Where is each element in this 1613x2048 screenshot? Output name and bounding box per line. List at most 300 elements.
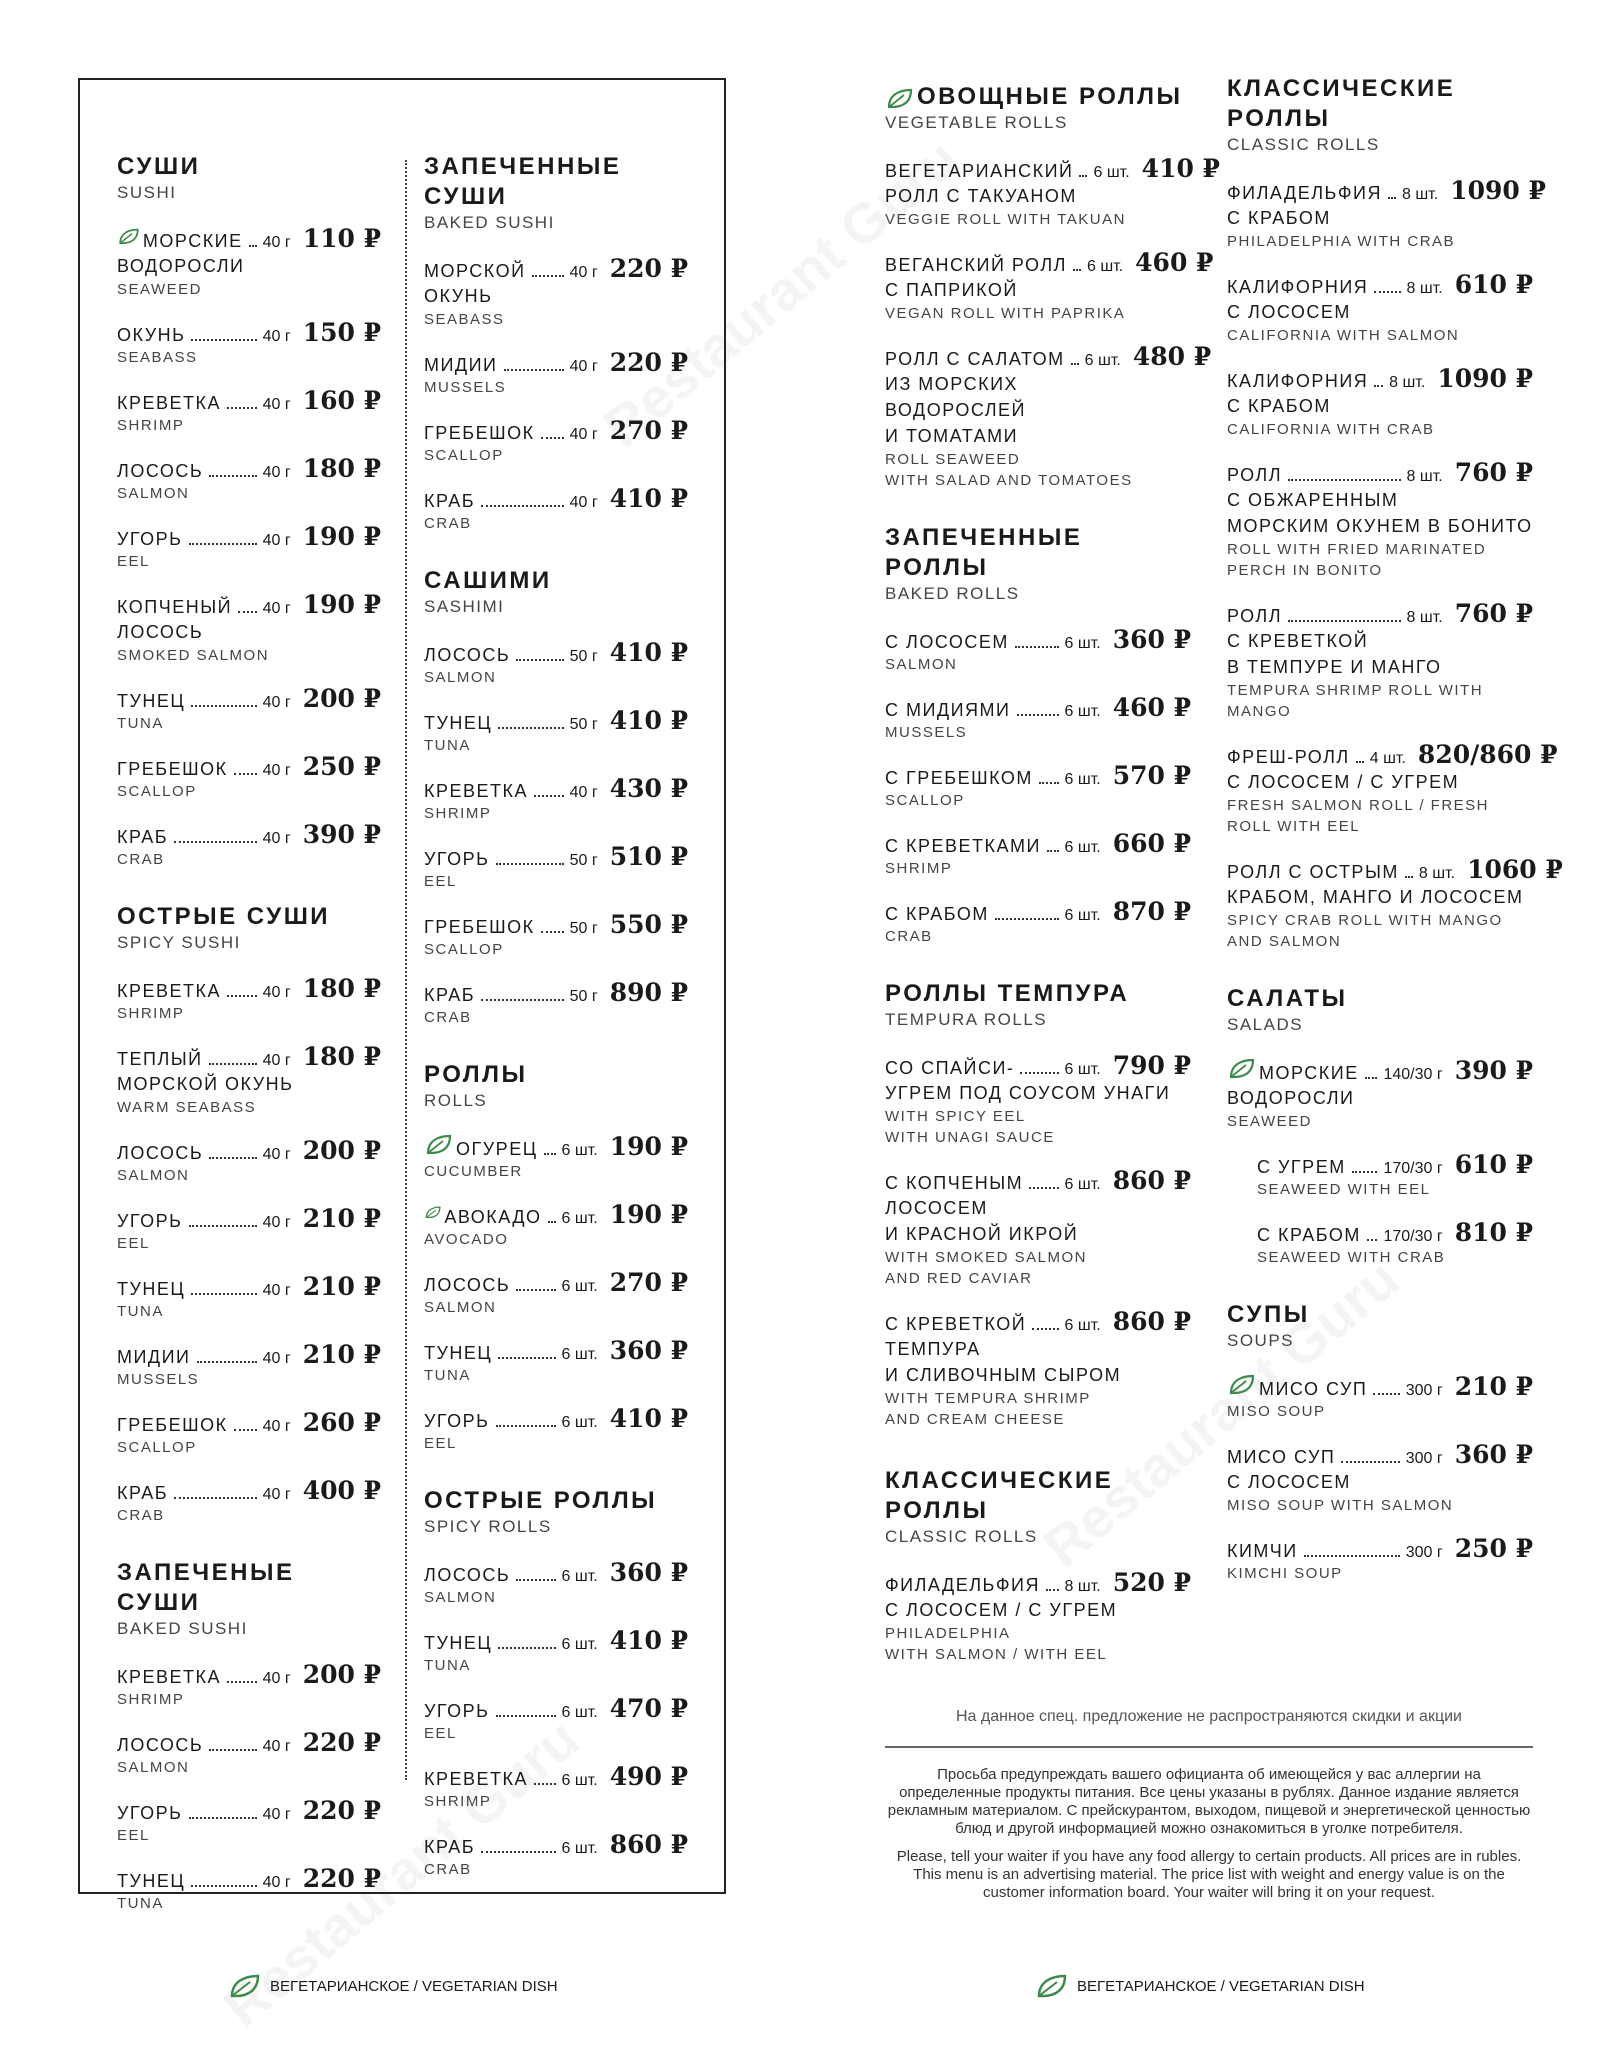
item-english-name: SCALLOP <box>117 783 197 800</box>
menu-item <box>424 1404 688 1454</box>
item-name: УГОРЬ <box>424 849 490 869</box>
item-name: РОЛЛ С ОСТРЫМ <box>1227 862 1399 882</box>
menu-column-1 <box>117 152 381 1946</box>
item-english-name: PHILADELPHIA <box>885 1625 1011 1642</box>
item-english-name: CALIFORNIA WITH CRAB <box>1227 421 1435 438</box>
section-title <box>885 82 1191 112</box>
item-price: 460 ₽ <box>1112 693 1191 722</box>
item-name: ЛОСОСЬ <box>117 1143 204 1163</box>
item-price: 890 ₽ <box>609 978 688 1007</box>
item-english-name: WARM SEABASS <box>117 1099 257 1116</box>
item-quantity: 6 шт. <box>1093 164 1130 181</box>
item-price: 250 ₽ <box>302 752 381 781</box>
item-quantity: 6 шт. <box>1064 907 1101 924</box>
item-name: ЛОСОСЬ <box>117 461 204 481</box>
menu-item <box>885 761 1191 811</box>
item-price: 430 ₽ <box>609 774 688 803</box>
item-name: МИСО СУП <box>1259 1379 1368 1399</box>
item-quantity: 300 г <box>1405 1544 1443 1561</box>
section-subtitle: SUSHI <box>117 183 177 202</box>
menu-item <box>885 1051 1191 1148</box>
item-quantity: 50 г <box>569 716 598 733</box>
item-name: С КРАБОМ <box>885 904 989 924</box>
menu-item-row <box>885 342 1212 371</box>
menu-section <box>424 1060 688 1454</box>
item-name: ТЕПЛЫЙ <box>117 1049 203 1069</box>
item-name: ВЕГАНСКИЙ РОЛЛ <box>885 255 1067 275</box>
section-subtitle: CLASSIC ROLLS <box>885 1527 1038 1546</box>
item-english-name: MUSSELS <box>424 379 507 396</box>
item-english-name: CUCUMBER <box>424 1163 523 1180</box>
menu-item-row <box>424 416 688 445</box>
item-name-continued: МОРСКОЙ ОКУНЬ <box>117 1074 294 1094</box>
menu-item <box>1227 740 1558 837</box>
section-title <box>1227 984 1533 1014</box>
menu-item-row <box>117 590 381 619</box>
item-english-name: SALMON <box>424 1299 497 1316</box>
menu-item-row <box>424 706 688 735</box>
item-name: МОРСКОЙ <box>424 261 526 281</box>
item-name: ВЕГЕТАРИАНСКИЙ <box>885 161 1074 181</box>
menu-item <box>424 842 688 892</box>
menu-item <box>1227 599 1533 722</box>
item-quantity: 8 шт. <box>1418 865 1456 882</box>
item-english-name: CALIFORNIA WITH SALMON <box>1227 327 1460 344</box>
section-title <box>1227 74 1533 134</box>
item-quantity: 40 г <box>262 1350 291 1367</box>
item-quantity: 40 г <box>262 830 291 847</box>
menu-item-row <box>885 1568 1191 1597</box>
item-price: 360 ₽ <box>609 1558 688 1587</box>
item-name: КАЛИФОРНИЯ <box>1227 371 1369 391</box>
menu-item <box>117 454 381 504</box>
item-name: КРЕВЕТКА <box>117 393 221 413</box>
item-quantity: 8 шт. <box>1389 374 1426 391</box>
section-subtitle: SASHIMI <box>424 597 505 616</box>
menu-item <box>117 522 381 572</box>
dot-leader <box>1079 175 1087 177</box>
menu-item <box>117 386 381 436</box>
dot-leader <box>234 1429 257 1431</box>
menu-item <box>117 1728 381 1778</box>
section-subtitle: CLASSIC ROLLS <box>1227 135 1380 154</box>
item-price: 220 ₽ <box>302 1728 381 1757</box>
item-price: 200 ₽ <box>302 1660 381 1689</box>
dot-leader <box>1015 646 1059 648</box>
item-name-continued: С ЛОСОСЕМ / С УГРЕМ <box>1227 772 1460 792</box>
menu-item <box>424 1694 688 1744</box>
section-title <box>885 1466 1191 1526</box>
item-quantity: 300 г <box>1405 1450 1443 1467</box>
item-english-name: SCALLOP <box>117 1439 197 1456</box>
dot-leader <box>1039 782 1059 784</box>
menu-column-2 <box>424 152 688 1912</box>
item-price: 180 ₽ <box>302 974 381 1003</box>
menu-item-row <box>117 1136 381 1165</box>
menu-item-row <box>885 761 1191 790</box>
menu-column-4 <box>1227 74 1563 1616</box>
dot-leader <box>249 245 257 247</box>
item-name: С КРЕВЕТКОЙ <box>885 1314 1027 1334</box>
item-name: КРЕВЕТКА <box>117 1667 221 1687</box>
menu-item-row <box>424 638 688 667</box>
menu-item-row <box>1227 1440 1533 1469</box>
menu-item-row <box>424 1404 688 1433</box>
menu-item <box>424 1830 688 1880</box>
item-name: ЛОСОСЬ <box>424 1275 511 1295</box>
menu-item-row <box>424 1762 688 1791</box>
item-name: КОПЧЕНЫЙ <box>117 597 233 617</box>
item-price: 200 ₽ <box>302 684 381 713</box>
item-name: ФИЛАДЕЛЬФИЯ <box>885 1575 1040 1595</box>
dot-leader <box>191 339 256 341</box>
item-english-name: PERCH IN BONITO <box>1227 562 1383 579</box>
item-price: 790 ₽ <box>1112 1051 1191 1080</box>
item-english-name: TUNA <box>117 715 164 732</box>
menu-item <box>117 590 381 666</box>
menu-item-row <box>117 684 381 713</box>
item-name: СО СПАЙСИ- <box>885 1058 1015 1078</box>
dot-leader <box>174 841 257 843</box>
item-name: ГРЕБЕШОК <box>424 423 535 443</box>
menu-item <box>117 1340 381 1390</box>
item-name: КАЛИФОРНИЯ <box>1227 277 1369 297</box>
menu-item-row <box>117 1340 381 1369</box>
item-quantity: 170/30 г <box>1383 1160 1443 1177</box>
dot-leader <box>209 1157 256 1159</box>
item-quantity: 40 г <box>262 1146 291 1163</box>
item-name: ЛОСОСЬ <box>117 1735 204 1755</box>
item-quantity: 40 г <box>262 464 291 481</box>
item-price: 570 ₽ <box>1112 761 1191 790</box>
section-title <box>117 902 381 932</box>
item-quantity: 40 г <box>262 532 291 549</box>
dot-leader <box>496 1425 556 1427</box>
item-english-name: SCALLOP <box>424 941 504 958</box>
item-english-name: SEABASS <box>117 349 198 366</box>
item-name: С МИДИЯМИ <box>885 700 1011 720</box>
item-english-name: TUNA <box>424 1367 471 1384</box>
menu-item-row <box>117 974 381 1003</box>
menu-item-row <box>885 154 1220 183</box>
item-name-continued: С КРЕВЕТКОЙ <box>1227 631 1369 651</box>
dot-leader <box>227 995 257 997</box>
item-price: 190 ₽ <box>302 522 381 551</box>
section-subtitle: ROLLS <box>424 1091 488 1110</box>
item-english-name: CRAB <box>424 515 472 532</box>
menu-item <box>424 1626 688 1676</box>
legend-label: ВЕГЕТАРИАНСКОЕ / VEGETARIAN DISH <box>270 1977 558 1995</box>
item-english-name: TUNA <box>117 1895 164 1912</box>
item-price: 400 ₽ <box>302 1476 381 1505</box>
item-name-continued: С ЛОСОСЕМ <box>1227 1472 1351 1492</box>
menu-item <box>117 224 381 300</box>
section-title <box>424 566 688 596</box>
menu-item-row <box>117 1864 381 1893</box>
section-title-text: ОСТРЫЕ РОЛЛЫ <box>424 1487 658 1514</box>
item-english-name: SALMON <box>885 656 958 673</box>
item-english-name: WITH SALMON / WITH EEL <box>885 1646 1108 1663</box>
menu-item <box>117 1408 381 1458</box>
menu-item-row <box>885 1307 1191 1336</box>
item-name: ТУНЕЦ <box>117 1279 186 1299</box>
section-title-text: ЗАПЕЧЕНЫЕ СУШИ <box>117 1559 295 1616</box>
item-price: 410 ₽ <box>609 706 688 735</box>
item-quantity: 6 шт. <box>1086 258 1124 275</box>
item-price: 470 ₽ <box>609 1694 688 1723</box>
item-quantity: 8 шт. <box>1406 280 1443 297</box>
menu-item-row <box>1227 1534 1533 1563</box>
menu-item <box>885 625 1191 675</box>
item-name: С ГРЕБЕШКОМ <box>885 768 1033 788</box>
item-name: С ЛОСОСЕМ <box>885 632 1009 652</box>
dot-leader <box>498 727 563 729</box>
section-title-text: ОВОЩНЫЕ РОЛЛЫ <box>917 83 1183 110</box>
vegetarian-legend <box>228 1972 558 2000</box>
section-subtitle: BAKED SUSHI <box>424 213 555 232</box>
item-quantity: 8 шт. <box>1401 186 1439 203</box>
menu-item-row <box>1227 599 1533 628</box>
item-quantity: 40 г <box>262 1282 291 1299</box>
leaf-icon <box>885 87 915 109</box>
item-english-name: TUNA <box>117 1303 164 1320</box>
item-name-continued: С КРАБОМ <box>1227 396 1331 416</box>
menu-item-row <box>424 348 688 377</box>
item-english-name: MUSSELS <box>117 1371 200 1388</box>
item-name-continued: В ТЕМПУРЕ И МАНГО <box>1227 657 1442 677</box>
menu-item <box>1227 364 1533 440</box>
section-subtitle: BAKED SUSHI <box>117 1619 248 1638</box>
item-price: 190 ₽ <box>609 1132 688 1161</box>
item-english-name: VEGAN ROLL WITH PAPRIKA <box>885 305 1126 322</box>
item-english-name: SHRIMP <box>424 1793 492 1810</box>
item-quantity: 6 шт. <box>561 1210 598 1227</box>
section-subtitle: SPICY ROLLS <box>424 1517 552 1536</box>
menu-item <box>117 974 381 1024</box>
menu-item-row <box>1227 364 1533 393</box>
menu-item <box>885 1307 1191 1430</box>
menu-item-row <box>117 454 381 483</box>
leaf-icon <box>424 1201 442 1223</box>
item-price: 410 ₽ <box>609 1404 688 1433</box>
menu-item-row <box>117 1204 381 1233</box>
item-name-continued: ИЗ МОРСКИХ <box>885 374 1019 394</box>
dot-leader <box>174 1497 257 1499</box>
item-price: 550 ₽ <box>609 910 688 939</box>
legend-label: ВЕГЕТАРИАНСКОЕ / VEGETARIAN DISH <box>1077 1977 1365 1995</box>
item-english-name: EEL <box>117 553 150 570</box>
item-english-name: SALMON <box>117 485 190 502</box>
menu-section <box>885 979 1191 1430</box>
item-name-continued: И КРАСНОЙ ИКРОЙ <box>885 1224 1079 1244</box>
menu-item-row <box>1257 1150 1533 1179</box>
item-price: 510 ₽ <box>609 842 688 871</box>
menu-item <box>117 1660 381 1710</box>
item-english-name: SCALLOP <box>885 792 965 809</box>
menu-item-row <box>424 1694 688 1723</box>
item-quantity: 6 шт. <box>561 1278 598 1295</box>
dot-leader <box>481 505 564 507</box>
item-english-name: SEAWEED <box>117 281 202 298</box>
dot-leader <box>532 275 564 277</box>
dot-leader <box>498 1357 555 1359</box>
dot-leader <box>504 369 564 371</box>
item-price: 210 ₽ <box>1454 1372 1533 1401</box>
item-quantity: 6 шт. <box>561 1772 598 1789</box>
item-english-name: ROLL WITH EEL <box>1227 818 1361 835</box>
dot-leader <box>496 863 564 865</box>
item-name: МИДИИ <box>117 1347 191 1367</box>
menu-item <box>424 348 688 398</box>
menu-section <box>1227 74 1563 952</box>
menu-item-row <box>424 978 688 1007</box>
dot-leader <box>541 437 564 439</box>
item-price: 490 ₽ <box>609 1762 688 1791</box>
item-price: 1060 ₽ <box>1467 855 1563 884</box>
item-name: РОЛЛ <box>1227 465 1283 485</box>
item-english-name: WITH SALAD AND TOMATOES <box>885 472 1133 489</box>
item-price: 820/860 ₽ <box>1417 740 1558 769</box>
item-english-name: SHRIMP <box>117 417 185 434</box>
dot-leader <box>1356 761 1364 763</box>
item-price: 610 ₽ <box>1454 270 1533 299</box>
item-quantity: 40 г <box>569 426 598 443</box>
item-price: 210 ₽ <box>302 1204 381 1233</box>
menu-item <box>1227 1150 1533 1200</box>
item-quantity: 40 г <box>262 234 291 251</box>
item-quantity: 50 г <box>569 852 598 869</box>
item-english-name: TUNA <box>424 737 471 754</box>
item-price: 220 ₽ <box>302 1796 381 1825</box>
item-price: 610 ₽ <box>1454 1150 1533 1179</box>
item-name-continued: С КРАБОМ <box>1227 208 1331 228</box>
item-quantity: 40 г <box>569 358 598 375</box>
item-name: ГРЕБЕШОК <box>424 917 535 937</box>
item-quantity: 40 г <box>262 1418 291 1435</box>
item-quantity: 40 г <box>262 1874 291 1891</box>
menu-item <box>424 1336 688 1386</box>
dot-leader <box>189 1817 257 1819</box>
item-quantity: 6 шт. <box>561 1636 598 1653</box>
promo-note: На данное спец. предложение не распространяются скидки и акции <box>955 1708 1462 1725</box>
item-name-continued: С ПАПРИКОЙ <box>885 280 1018 300</box>
item-price: 1090 ₽ <box>1450 176 1546 205</box>
item-name: КИМЧИ <box>1227 1541 1298 1561</box>
item-quantity: 40 г <box>569 784 598 801</box>
item-price: 180 ₽ <box>302 1042 381 1071</box>
menu-section <box>117 1558 381 1914</box>
menu-item <box>424 774 688 824</box>
item-english-name: ROLL SEAWEED <box>885 451 1021 468</box>
item-english-name: SHRIMP <box>424 805 492 822</box>
section-title-text: КЛАССИЧЕСКИЕ РОЛЛЫ <box>1227 75 1456 132</box>
menu-item-row <box>885 1051 1191 1080</box>
item-quantity: 300 г <box>1405 1382 1443 1399</box>
item-quantity: 40 г <box>262 762 291 779</box>
item-name: ФИЛАДЕЛЬФИЯ <box>1227 183 1382 203</box>
menu-item <box>117 1864 381 1914</box>
dot-leader <box>1388 197 1396 199</box>
dot-leader <box>1405 876 1413 878</box>
dot-leader <box>534 1783 556 1785</box>
item-english-name: SEAWEED WITH CRAB <box>1257 1249 1446 1266</box>
dot-leader <box>209 475 256 477</box>
menu-item <box>1227 1440 1533 1516</box>
item-name: ОГУРЕЦ <box>456 1139 538 1159</box>
item-name: ЛОСОСЬ <box>424 1565 511 1585</box>
item-price: 410 ₽ <box>609 484 688 513</box>
item-quantity: 40 г <box>262 1214 291 1231</box>
item-quantity: 40 г <box>262 1052 291 1069</box>
item-english-name: MISO SOUP WITH SALMON <box>1227 1497 1454 1514</box>
menu-item <box>885 897 1191 947</box>
menu-item <box>1227 458 1533 581</box>
dot-leader <box>227 407 257 409</box>
menu-item <box>1227 1372 1533 1422</box>
item-quantity: 170/30 г <box>1383 1228 1443 1245</box>
menu-item-row <box>1227 176 1546 205</box>
item-price: 810 ₽ <box>1454 1218 1533 1247</box>
menu-item <box>424 1200 688 1250</box>
item-quantity: 40 г <box>262 328 291 345</box>
dot-leader <box>1352 1171 1378 1173</box>
item-english-name: SEAWEED WITH EEL <box>1257 1181 1431 1198</box>
menu-item <box>117 1136 381 1186</box>
menu-item <box>885 1568 1191 1665</box>
item-english-name: PHILADELPHIA WITH CRAB <box>1227 233 1456 250</box>
item-quantity: 40 г <box>262 1670 291 1687</box>
item-name-continued: С ЛОСОСЕМ <box>1227 302 1351 322</box>
section-subtitle: SALADS <box>1227 1015 1304 1034</box>
dot-leader <box>197 1361 257 1363</box>
item-price: 210 ₽ <box>302 1272 381 1301</box>
item-english-name: MANGO <box>1227 703 1292 720</box>
item-name-continued: ВОДОРОСЛИ <box>117 256 245 276</box>
item-english-name: WITH UNAGI SAUCE <box>885 1129 1055 1146</box>
item-name: С КРАБОМ <box>1257 1225 1361 1245</box>
menu-item <box>424 1132 688 1182</box>
menu-item-row <box>117 1476 381 1505</box>
item-english-name: VEGGIE ROLL WITH TAKUAN <box>885 211 1126 228</box>
menu-section <box>117 152 381 870</box>
item-price: 250 ₽ <box>1454 1534 1533 1563</box>
item-quantity: 6 шт. <box>561 1568 598 1585</box>
item-quantity: 8 шт. <box>1064 1578 1101 1595</box>
item-english-name: SHRIMP <box>885 860 953 877</box>
item-english-name: AVOCADO <box>424 1231 509 1248</box>
section-title-text: ЗАПЕЧЕННЫЕ РОЛЛЫ <box>885 524 1083 581</box>
menu-item-row <box>424 484 688 513</box>
dot-leader <box>1365 1077 1378 1079</box>
dot-leader <box>1288 620 1400 622</box>
item-name-continued: МОРСКИМ ОКУНЕМ В БОНИТО <box>1227 516 1533 536</box>
dot-leader <box>1071 363 1079 365</box>
menu-item <box>424 706 688 756</box>
menu-section <box>117 902 381 1526</box>
menu-item-row <box>1227 1056 1533 1085</box>
leaf-icon <box>117 225 141 247</box>
item-price: 660 ₽ <box>1112 829 1191 858</box>
item-price: 870 ₽ <box>1112 897 1191 926</box>
item-name: КРАБ <box>117 827 169 847</box>
dot-leader <box>516 1289 555 1291</box>
section-subtitle: SPICY SUSHI <box>117 933 241 952</box>
item-price: 210 ₽ <box>302 1340 381 1369</box>
dot-leader <box>481 999 564 1001</box>
item-english-name: AND SALMON <box>1227 933 1342 950</box>
menu-item <box>1227 1218 1533 1268</box>
section-subtitle: SOUPS <box>1227 1331 1295 1350</box>
